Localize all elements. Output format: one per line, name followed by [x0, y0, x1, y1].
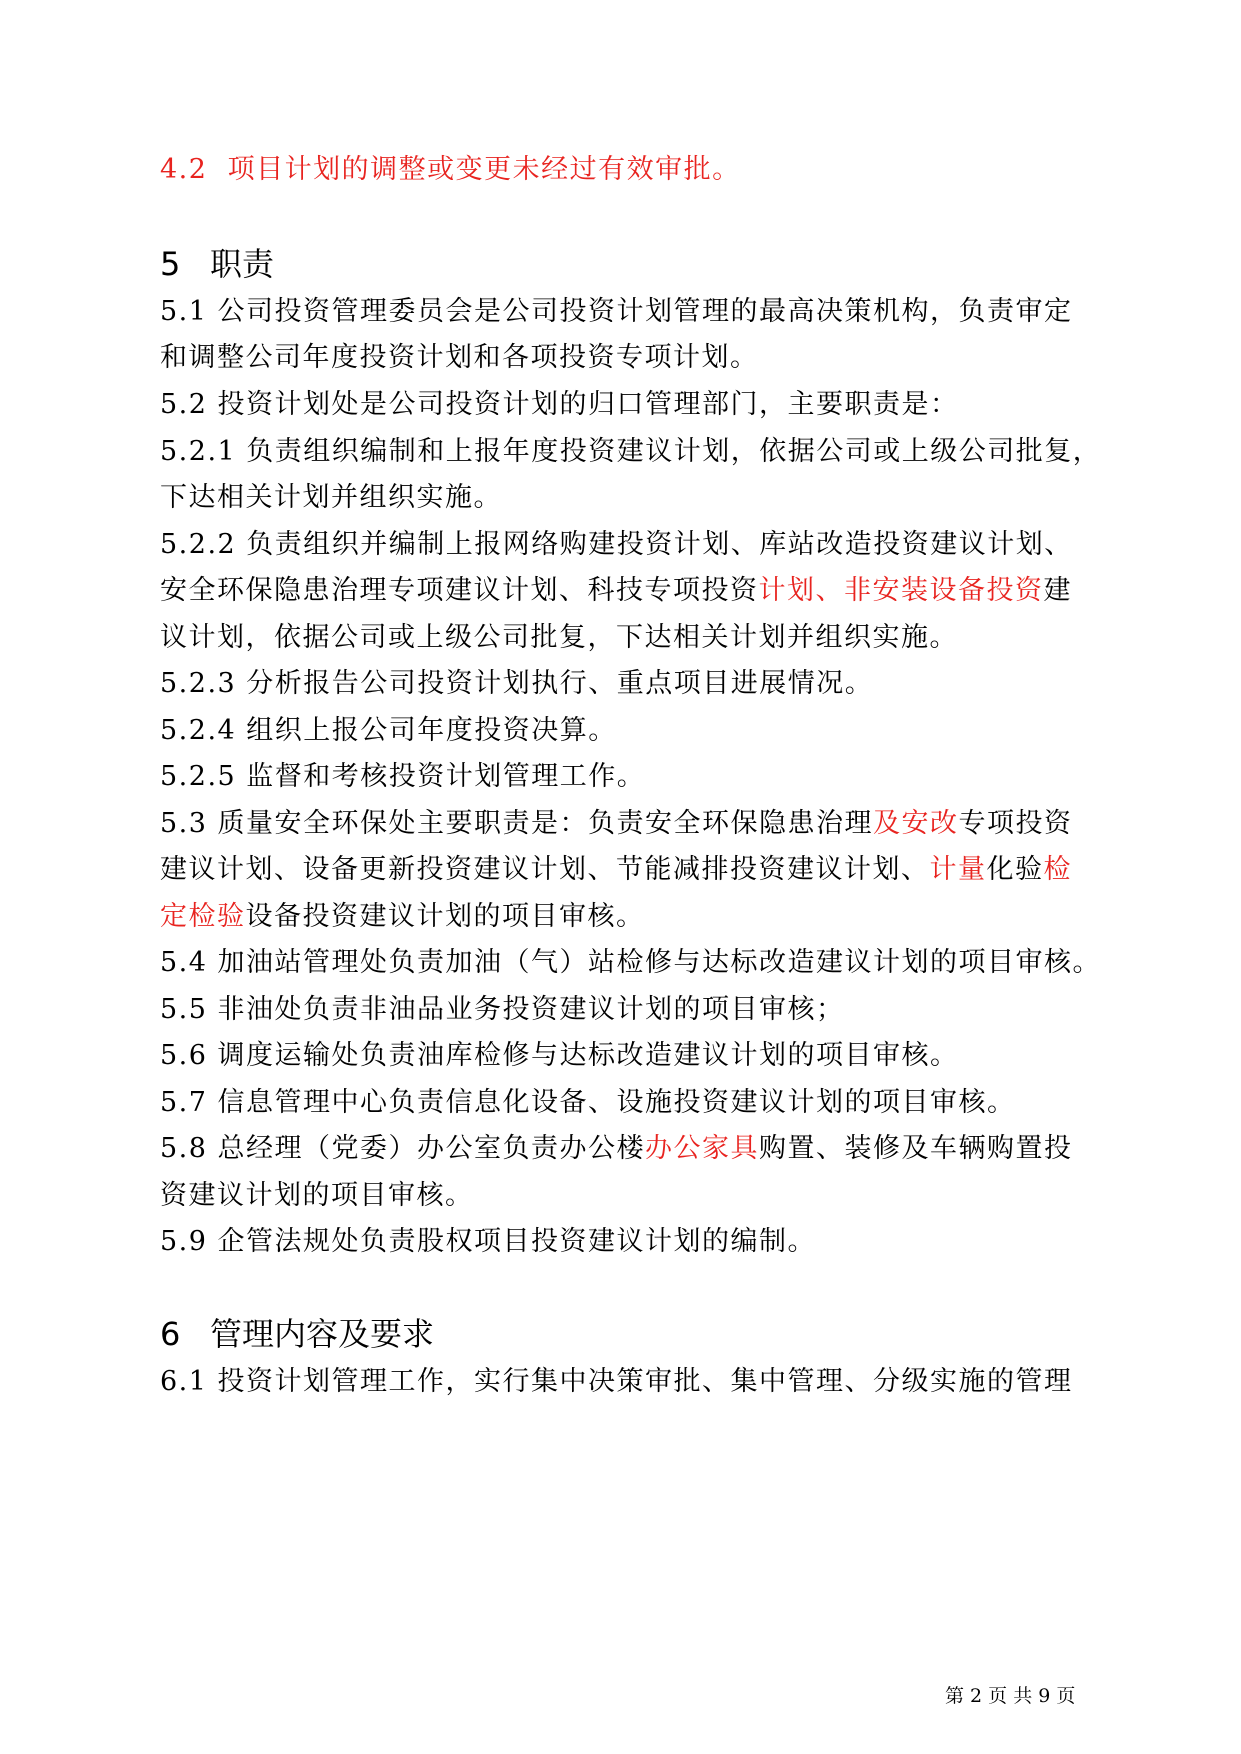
item-5-3-highlight-1: 及安改 — [873, 808, 959, 839]
item-5-6-line-1: 5.6 调度运输处负责油库检修与达标改造建议计划的项目审核。 — [160, 1040, 959, 1071]
page-footer: 第 2 页 共 9 页 — [945, 1685, 1076, 1707]
item-5-2-2-line-1: 5.2.2 负责组织并编制上报网络购建投资计划、库站改造投资建议计划、 — [160, 529, 1073, 560]
item-5-2-2-text-a: 安全环保隐患治理专项建议计划、科技专项投资 — [160, 575, 759, 606]
item-5-1-line-2: 和调整公司年度投资计划和各项投资专项计划。 — [160, 342, 759, 373]
item-5-3-text-2a: 建议计划、设备更新投资建议计划、节能减排投资建议计划、 — [160, 854, 930, 885]
item-5-8-line-1 — [160, 1129, 1090, 1169]
item-5-2-1-line-1: 5.2.1 负责组织编制和上报年度投资建议计划，依据公司或上级公司批复， — [160, 436, 1102, 467]
item-5-5-line-1: 5.5 非油处负责非油品业务投资建议计划的项目审核； — [160, 994, 845, 1025]
section-5-number: 5 — [160, 245, 181, 283]
item-5-3-text-2c: 化验 — [986, 854, 1044, 885]
item-5-2-5-line-1: 5.2.5 监督和考核投资计划管理工作。 — [160, 761, 646, 792]
item-4-2-text: 项目计划的调整或变更未经过有效审批。 — [227, 154, 741, 185]
item-5-3-highlight-3: 检 — [1043, 854, 1072, 885]
section-6-title: 管理内容及要求 — [210, 1315, 435, 1353]
item-5-2-4-line-1: 5.2.4 组织上报公司年度投资决算。 — [160, 715, 617, 746]
item-5-3-text-c: 专项投资 — [958, 808, 1073, 839]
item-5-3-text-a: 5.3 质量安全环保处主要职责是：负责安全环保隐患治理 — [160, 808, 874, 839]
item-6-1-line-1: 6.1 投资计划管理工作，实行集中决策审批、集中管理、分级实施的管理 — [160, 1366, 1073, 1397]
section-5-heading — [160, 242, 274, 286]
item-5-2-2-line-3: 议计划，依据公司或上级公司批复，下达相关计划并组织实施。 — [160, 622, 958, 653]
item-5-2-2-line-2 — [160, 571, 1090, 611]
item-5-3-highlight-4: 定检验 — [160, 901, 246, 932]
item-5-2-3-line-1: 5.2.3 分析报告公司投资计划执行、重点项目进展情况。 — [160, 668, 874, 699]
item-5-2-2-text-c: 建 — [1043, 575, 1072, 606]
item-5-3-highlight-2: 计量 — [929, 854, 987, 885]
item-5-3-line-2 — [160, 850, 1090, 890]
item-4-2 — [160, 150, 1090, 190]
item-5-3-line-3 — [160, 897, 1090, 937]
item-5-8-highlight: 办公家具 — [645, 1133, 760, 1164]
item-5-3-line-1 — [160, 804, 1090, 844]
item-5-3-text-3b: 设备投资建议计划的项目审核。 — [245, 901, 645, 932]
item-5-2-2-highlight: 计划、非安装设备投资 — [758, 575, 1044, 606]
section-6-heading — [160, 1312, 434, 1356]
item-5-9-line-1: 5.9 企管法规处负责股权项目投资建议计划的编制。 — [160, 1226, 817, 1257]
item-5-2-line-1: 5.2 投资计划处是公司投资计划的归口管理部门，主要职责是： — [160, 389, 959, 420]
section-5-title: 职责 — [210, 245, 275, 283]
item-5-4-line-1: 5.4 加油站管理处负责加油（气）站检修与达标改造建议计划的项目审核。 — [160, 947, 1102, 978]
item-5-8-line-2: 资建议计划的项目审核。 — [160, 1180, 474, 1211]
item-5-7-line-1: 5.7 信息管理中心负责信息化设备、设施投资建议计划的项目审核。 — [160, 1087, 1016, 1118]
item-5-8-text-a: 5.8 总经理（党委）办公室负责办公楼 — [160, 1133, 646, 1164]
item-4-2-number: 4.2 — [160, 154, 208, 185]
item-5-1-line-1: 5.1 公司投资管理委员会是公司投资计划管理的最高决策机构，负责审定 — [160, 296, 1073, 327]
item-5-2-1-line-2: 下达相关计划并组织实施。 — [160, 482, 502, 513]
section-6-number: 6 — [160, 1315, 181, 1353]
item-5-8-text-c: 购置、装修及车辆购置投 — [759, 1133, 1073, 1164]
